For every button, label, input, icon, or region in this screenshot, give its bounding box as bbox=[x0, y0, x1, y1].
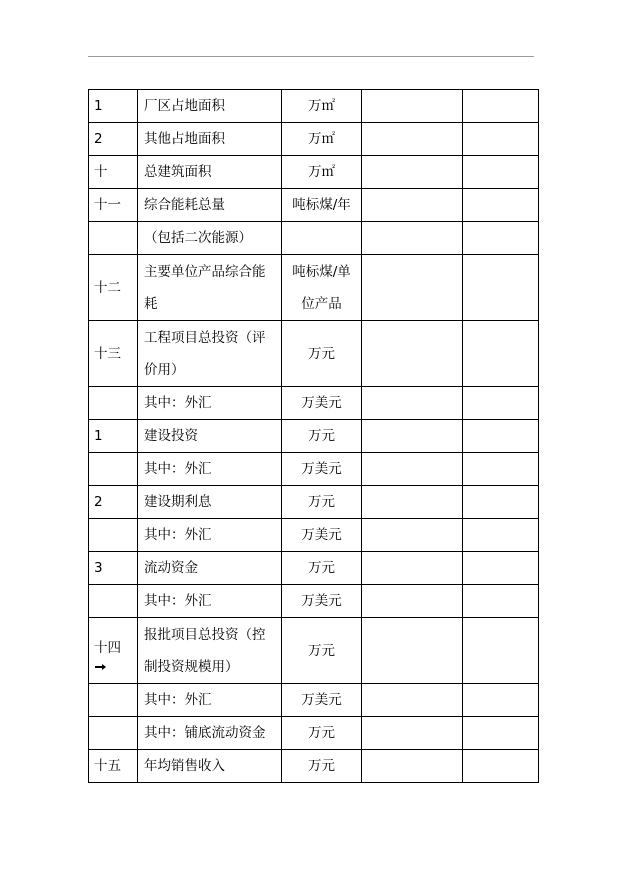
row-remark bbox=[463, 618, 539, 684]
table-row bbox=[89, 420, 539, 453]
row-value bbox=[362, 222, 463, 255]
row-number bbox=[89, 618, 138, 684]
row-remark bbox=[463, 222, 539, 255]
row-remark bbox=[463, 189, 539, 222]
table-row bbox=[89, 189, 539, 222]
row-number: 1 bbox=[89, 90, 138, 123]
row-number: 1 bbox=[89, 420, 138, 453]
row-value bbox=[362, 123, 463, 156]
row-item bbox=[138, 321, 282, 387]
row-remark bbox=[463, 717, 539, 750]
row-item: （包括二次能源） bbox=[138, 222, 282, 255]
row-value bbox=[362, 618, 463, 684]
row-remark bbox=[463, 486, 539, 519]
row-remark bbox=[463, 387, 539, 420]
row-item: 流动资金 bbox=[138, 552, 282, 585]
row-unit: 万㎡ bbox=[282, 156, 362, 189]
row-item-line-2: 价用） bbox=[144, 361, 185, 378]
row-unit bbox=[282, 255, 362, 321]
table-row bbox=[89, 222, 539, 255]
row-item: 其中：铺底流动资金 bbox=[138, 717, 282, 750]
row-number-text: 十四 bbox=[94, 639, 121, 656]
row-item: 厂区占地面积 bbox=[138, 90, 282, 123]
row-value bbox=[362, 387, 463, 420]
row-unit: 万㎡ bbox=[282, 123, 362, 156]
table-row bbox=[89, 717, 539, 750]
project-data-table bbox=[88, 89, 539, 783]
row-unit: 万元 bbox=[282, 486, 362, 519]
row-value bbox=[362, 750, 463, 783]
row-item: 总建筑面积 bbox=[138, 156, 282, 189]
row-item: 其他占地面积 bbox=[138, 123, 282, 156]
row-unit: 万元 bbox=[282, 618, 362, 684]
table-row bbox=[89, 684, 539, 717]
row-remark bbox=[463, 156, 539, 189]
row-value bbox=[362, 420, 463, 453]
table-row bbox=[89, 453, 539, 486]
row-value bbox=[362, 519, 463, 552]
row-item: 其中：外汇 bbox=[138, 684, 282, 717]
row-item bbox=[138, 618, 282, 684]
row-unit: 万元 bbox=[282, 717, 362, 750]
row-item bbox=[138, 255, 282, 321]
row-remark bbox=[463, 552, 539, 585]
row-number: 2 bbox=[89, 486, 138, 519]
table-row bbox=[89, 90, 539, 123]
row-remark bbox=[463, 585, 539, 618]
row-item: 年均销售收入 bbox=[138, 750, 282, 783]
row-number: 十二 bbox=[89, 255, 138, 321]
table-row bbox=[89, 519, 539, 552]
row-remark bbox=[463, 420, 539, 453]
row-value bbox=[362, 156, 463, 189]
row-number bbox=[89, 222, 138, 255]
row-remark bbox=[463, 90, 539, 123]
row-unit: 万美元 bbox=[282, 585, 362, 618]
row-unit-line-2: 位产品 bbox=[301, 295, 342, 312]
row-unit-line-1: 吨标煤/单 bbox=[292, 263, 351, 280]
row-unit: 万美元 bbox=[282, 453, 362, 486]
table-row bbox=[89, 255, 539, 321]
row-item: 其中：外汇 bbox=[138, 453, 282, 486]
row-number bbox=[89, 684, 138, 717]
table-row bbox=[89, 387, 539, 420]
row-unit: 吨标煤/年 bbox=[282, 189, 362, 222]
row-unit: 万元 bbox=[282, 321, 362, 387]
row-number: 十三 bbox=[89, 321, 138, 387]
row-item: 其中：外汇 bbox=[138, 387, 282, 420]
row-number bbox=[89, 519, 138, 552]
row-value bbox=[362, 321, 463, 387]
row-item-line-1: 报批项目总投资（控 bbox=[144, 626, 266, 643]
row-value bbox=[362, 684, 463, 717]
table-row bbox=[89, 585, 539, 618]
row-number bbox=[89, 387, 138, 420]
row-item: 其中：外汇 bbox=[138, 585, 282, 618]
row-item-line-1: 主要单位产品综合能 bbox=[144, 263, 266, 280]
row-remark bbox=[463, 255, 539, 321]
row-number bbox=[89, 717, 138, 750]
row-value bbox=[362, 717, 463, 750]
table-row bbox=[89, 618, 539, 684]
row-item: 建设投资 bbox=[138, 420, 282, 453]
row-unit: 万美元 bbox=[282, 387, 362, 420]
table-row bbox=[89, 552, 539, 585]
row-unit: 万元 bbox=[282, 750, 362, 783]
row-value bbox=[362, 453, 463, 486]
row-number bbox=[89, 585, 138, 618]
row-unit: 万㎡ bbox=[282, 90, 362, 123]
row-item: 建设期利息 bbox=[138, 486, 282, 519]
row-item: 其中：外汇 bbox=[138, 519, 282, 552]
row-remark bbox=[463, 750, 539, 783]
row-unit bbox=[282, 222, 362, 255]
header-rule bbox=[88, 56, 534, 57]
row-item: 综合能耗总量 bbox=[138, 189, 282, 222]
row-number: 十 bbox=[89, 156, 138, 189]
row-item-line-2: 耗 bbox=[144, 295, 158, 312]
row-number bbox=[89, 453, 138, 486]
row-value bbox=[362, 486, 463, 519]
row-number: 3 bbox=[89, 552, 138, 585]
row-value bbox=[362, 255, 463, 321]
row-value bbox=[362, 552, 463, 585]
row-remark bbox=[463, 453, 539, 486]
row-number: 2 bbox=[89, 123, 138, 156]
row-remark bbox=[463, 519, 539, 552]
arrow-icon bbox=[94, 664, 106, 670]
row-unit: 万元 bbox=[282, 420, 362, 453]
row-number: 十五 bbox=[89, 750, 138, 783]
row-unit: 万美元 bbox=[282, 519, 362, 552]
row-remark bbox=[463, 684, 539, 717]
row-value bbox=[362, 585, 463, 618]
table-row bbox=[89, 321, 539, 387]
row-remark bbox=[463, 321, 539, 387]
table-row bbox=[89, 156, 539, 189]
row-value bbox=[362, 189, 463, 222]
table-row bbox=[89, 486, 539, 519]
row-number: 十一 bbox=[89, 189, 138, 222]
row-unit: 万元 bbox=[282, 552, 362, 585]
table-row bbox=[89, 750, 539, 783]
table-row bbox=[89, 123, 539, 156]
row-item-line-1: 工程项目总投资（评 bbox=[144, 329, 266, 346]
row-unit: 万美元 bbox=[282, 684, 362, 717]
row-value bbox=[362, 90, 463, 123]
row-remark bbox=[463, 123, 539, 156]
row-item-line-2: 制投资规模用） bbox=[144, 658, 239, 675]
